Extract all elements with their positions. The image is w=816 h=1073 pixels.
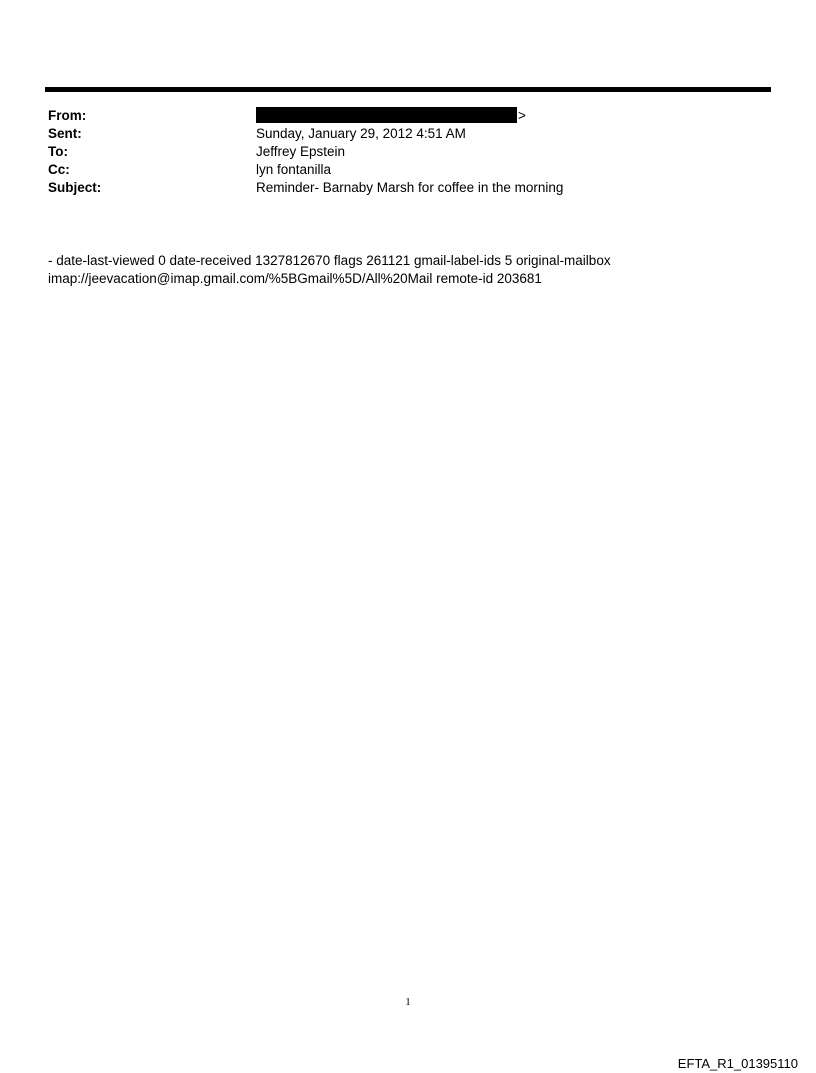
email-header xyxy=(48,107,768,197)
redaction-bar xyxy=(256,107,517,123)
cc-value: lyn fontanilla xyxy=(256,162,332,177)
sent-row xyxy=(48,125,768,143)
from-value xyxy=(256,107,526,125)
to-value: Jeffrey Epstein xyxy=(256,144,346,159)
email-body xyxy=(48,252,768,288)
cc-row xyxy=(48,161,768,179)
from-row xyxy=(48,107,768,125)
subject-label: Subject: xyxy=(48,180,102,195)
subject-row xyxy=(48,179,768,197)
page-number: 1 xyxy=(405,996,411,1008)
to-label: To: xyxy=(48,144,68,159)
header-divider xyxy=(45,87,771,92)
body-line-2: imap://jeevacation@imap.gmail.com/%5BGmail%5D/All%20Mail remote-id 203681 xyxy=(48,271,542,286)
subject-value: Reminder- Barnaby Marsh for coffee in the morning xyxy=(256,180,564,195)
document-id: EFTA_R1_01395110 xyxy=(677,1056,798,1071)
sent-label: Sent: xyxy=(48,126,82,141)
body-line-1: - date-last-viewed 0 date-received 1327812670 flags 261121 gmail-label-ids 5 original-mailbox xyxy=(48,253,611,268)
from-suffix: > xyxy=(518,108,526,123)
from-label: From: xyxy=(48,108,87,123)
sent-value: Sunday, January 29, 2012 4:51 AM xyxy=(256,126,466,141)
cc-label: Cc: xyxy=(48,162,70,177)
to-row xyxy=(48,143,768,161)
